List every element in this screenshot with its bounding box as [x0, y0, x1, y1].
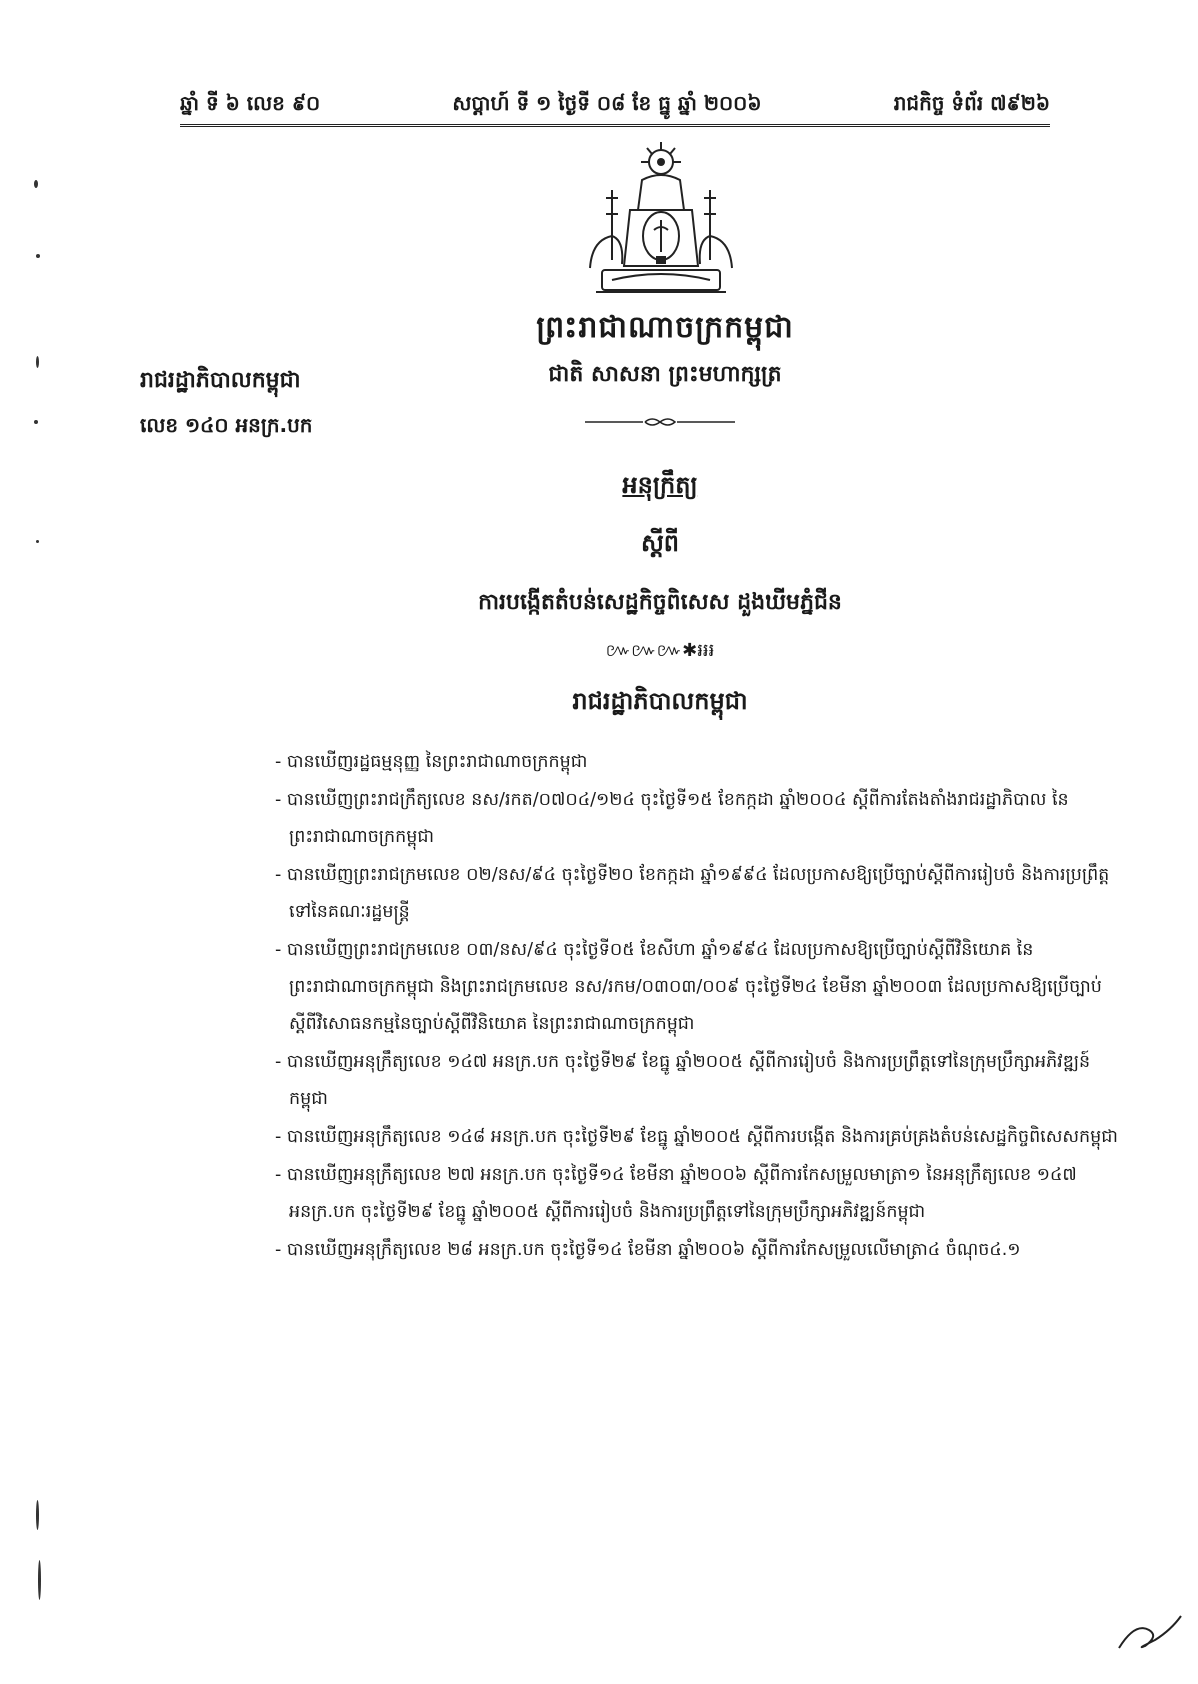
- list-item: - បានឃើញរដ្ឋធម្មនុញ្ញ នៃព្រះរាជាណាចក្រកម្ពុជា: [275, 752, 588, 772]
- national-motto: ជាតិ សាសនា ព្រះមហាក្សត្រ: [548, 362, 782, 387]
- list-item: - បានឃើញព្រះរាជក្រមលេខ ០២/នស/៩៤ ចុះថ្ងៃទី២០ ខែកក្កដា ឆ្នាំ១៩៩៤ ដែលប្រកាសឱ្យប្រើច្បាប់ស្តីពីការរៀបចំ និងការប្រព្រឹត្តទៅនៃគណៈរដ្ឋមន្ត្រី: [275, 865, 1110, 922]
- kingdom-title: ព្រះរាជាណាចក្រកម្ពុជា: [536, 310, 794, 345]
- list-item: - បានឃើញព្រះរាជក្រឹត្យលេខ នស/រកត/០៧០៤/១២៤ ចុះថ្ងៃទី១៥ ខែកក្កដា ឆ្នាំ២០០៤ ស្តីពីការតែងតាំងរាជរដ្ឋាភិបាល នៃព្រះរាជាណាចក្រកម្ពុជា: [275, 790, 1069, 847]
- document-type-heading: អនុក្រឹត្យ: [622, 471, 698, 499]
- ornament-line: ៚៚៚✱៛៛៛: [605, 640, 715, 661]
- gazette-date: សប្តាហ៍ ទី ១ ថ្ងៃទី ០៨ ខែ ធ្នូ ឆ្នាំ ២០០៦: [452, 91, 762, 115]
- concerning-label: ស្តីពី: [640, 529, 680, 557]
- scan-speck: [36, 254, 40, 258]
- scan-speck: [36, 356, 39, 368]
- list-item: - បានឃើញព្រះរាជក្រមលេខ ០៣/នស/៩៤ ចុះថ្ងៃទី០៥ ខែសីហា ឆ្នាំ១៩៩៤ ដែលប្រកាសឱ្យប្រើច្បាប់ស្តីពីវិនិយោគ នៃព្រះរាជាណាចក្រកម្ពុជា និងព្រះរាជក្រមលេខ នស/រកម/០៣០៣/០០៩ ចុះថ្ងៃទី២៤ ខែមីនា ឆ្នាំ២០០៣ ដែលប្រកាសឱ្យប្រើច្បាប់ស្តីពីវិសោធនកម្មនៃច្បាប់ស្តីពីវិនិយោគ នៃព្រះរាជាណាចក្រកម្ពុជា: [275, 940, 1102, 1034]
- list-item: - បានឃើញអនុក្រឹត្យលេខ ២៧ អនក្រ.បក ចុះថ្ងៃទី១៤ ខែមីនា ឆ្នាំ២០០៦ ស្តីពីការកែសម្រួលមាត្រា១ នៃអនុក្រឹត្យលេខ ១៤៧ អនក្រ.បក ចុះថ្ងៃទី២៩ ខែធ្នូ ឆ្នាំ២០០៥ ស្តីពីការរៀបចំ និងការប្រព្រឹត្តទៅនៃក្រុមប្រឹក្សាអភិវឌ្ឍន៍កម្ពុជា: [275, 1165, 1077, 1222]
- document-number: លេខ ១៤០ អនក្រ.បក: [140, 413, 313, 437]
- ornamental-divider: [585, 416, 735, 428]
- list-item: - បានឃើញអនុក្រឹត្យលេខ ១៤៨ អនក្រ.បក ចុះថ្ងៃទី២៩ ខែធ្នូ ឆ្នាំ២០០៥ ស្តីពីការបង្កើត និងការគ្រប់គ្រងតំបន់សេដ្ឋកិច្ចពិសេសកម្ពុជា: [275, 1127, 1118, 1147]
- document-subject: ការបង្កើតតំបន់សេដ្ឋកិច្ចពិសេស ដួងឃីមភ្នំជីន: [478, 590, 842, 615]
- list-item: - បានឃើញអនុក្រឹត្យលេខ ២៨ អនក្រ.បក ចុះថ្ងៃទី១៤ ខែមីនា ឆ្នាំ២០០៦ ស្តីពីការកែសម្រួលលើមាត្រា៤ ចំណុច៤.១: [275, 1240, 1021, 1260]
- scan-speck: [38, 1560, 41, 1600]
- scan-speck: [34, 180, 38, 188]
- government-heading: រាជរដ្ឋាភិបាលកម្ពុជា: [572, 687, 748, 715]
- issuing-authority: រាជរដ្ឋាភិបាលកម្ពុជា: [140, 368, 301, 393]
- royal-emblem-icon: [572, 140, 750, 308]
- list-item: - បានឃើញអនុក្រឹត្យលេខ ១៤៧ អនក្រ.បក ចុះថ្ងៃទី២៩ ខែធ្នូ ឆ្នាំ២០០៥ ស្តីពីការរៀបចំ និងការប្រព្រឹត្តទៅនៃក្រុមប្រឹក្សាអភិវឌ្ឍន៍កម្ពុជា: [275, 1052, 1091, 1109]
- considerations-list: [275, 744, 1125, 1270]
- gazette-issue: ឆ្នាំ ទី ៦ លេខ ៩០: [180, 91, 321, 115]
- scan-speck: [36, 540, 39, 543]
- signature-mark: [1115, 1612, 1185, 1652]
- scan-speck: [34, 420, 38, 424]
- gazette-page: រាជកិច្ច ទំព័រ ៧៩២៦: [893, 91, 1050, 115]
- scan-speck: [36, 1500, 39, 1530]
- gazette-header: [180, 86, 1050, 127]
